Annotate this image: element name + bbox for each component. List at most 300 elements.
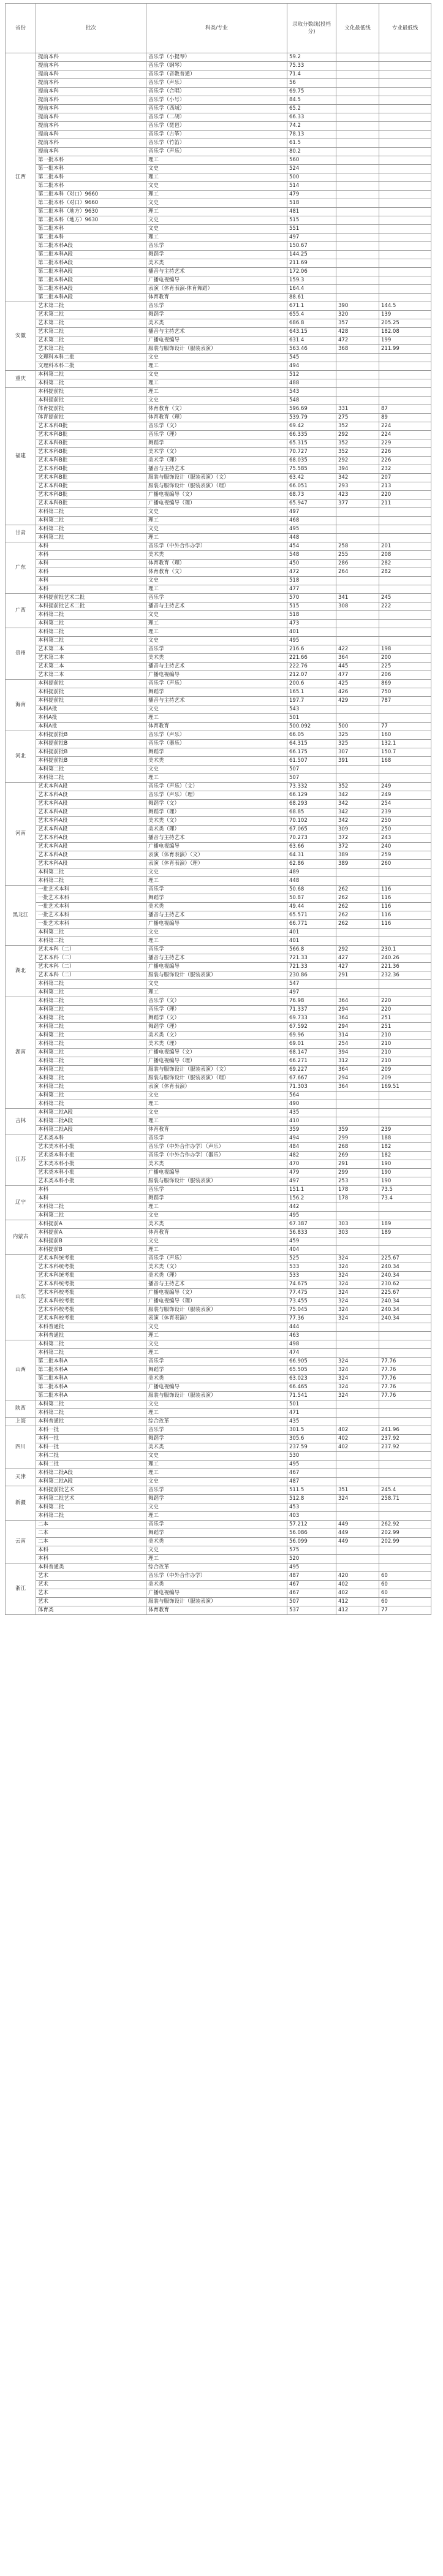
table-row <box>6 542 431 551</box>
culture-min-cell <box>336 285 379 294</box>
score-cell: 525 <box>287 1255 336 1263</box>
batch-cell: 本科第二批 <box>36 997 146 1006</box>
subject-cell: 舞蹈学 <box>146 311 287 319</box>
subject-cell: 广播电视编导 <box>146 1589 287 1598</box>
score-cell: 511.5 <box>287 1486 336 1495</box>
subject-cell: 表演（体育表演）（文） <box>146 851 287 860</box>
table-row <box>6 319 431 328</box>
culture-min-cell: 324 <box>336 1306 379 1315</box>
major-min-cell: 132.1 <box>379 740 431 748</box>
score-cell: 69.42 <box>287 422 336 431</box>
batch-cell: 艺术本科B批 <box>36 491 146 500</box>
subject-cell: 美术类 <box>146 1581 287 1589</box>
culture-min-cell <box>336 105 379 113</box>
culture-min-cell <box>336 182 379 191</box>
batch-cell: 本科第二批 <box>36 1014 146 1023</box>
major-min-cell <box>379 508 431 517</box>
batch-cell: 本科普通批 <box>36 1418 146 1426</box>
table-row <box>6 748 431 757</box>
score-cell: 64.31 <box>287 851 336 860</box>
score-cell: 643.15 <box>287 328 336 336</box>
major-min-cell: 241.96 <box>379 1426 431 1435</box>
culture-min-cell <box>336 362 379 371</box>
major-min-cell: 251 <box>379 1023 431 1032</box>
score-cell: 200.6 <box>287 680 336 688</box>
table-row <box>6 826 431 834</box>
score-cell: 564 <box>287 1092 336 1100</box>
score-cell: 66.271 <box>287 1057 336 1066</box>
subject-cell: 理工 <box>146 937 287 946</box>
table-row <box>6 311 431 319</box>
major-min-cell <box>379 1109 431 1117</box>
culture-min-cell: 445 <box>336 663 379 671</box>
score-cell: 64.315 <box>287 740 336 748</box>
table-row <box>6 1358 431 1366</box>
subject-cell: 体育教育 <box>146 723 287 731</box>
score-cell: 463 <box>287 1332 336 1340</box>
subject-cell: 表演（体育表演） <box>146 1315 287 1323</box>
subject-cell: 舞蹈学 <box>146 1435 287 1443</box>
subject-cell: 播音与主持艺术 <box>146 911 287 920</box>
table-row <box>6 1212 431 1220</box>
subject-cell: 服装与服饰设计（服装表演） <box>146 1177 287 1186</box>
subject-cell: 理工 <box>146 628 287 637</box>
subject-cell: 美术类 <box>146 1443 287 1452</box>
major-min-cell <box>379 585 431 594</box>
batch-cell: 本科第二批 <box>36 1032 146 1040</box>
table-row <box>6 886 431 894</box>
batch-cell: 艺术本科B批 <box>36 431 146 439</box>
table-row <box>6 397 431 405</box>
culture-min-cell: 449 <box>336 1521 379 1529</box>
subject-cell: 体育教育 <box>146 1126 287 1134</box>
table-row <box>6 517 431 525</box>
culture-min-cell <box>336 517 379 525</box>
major-min-cell: 220 <box>379 491 431 500</box>
culture-min-cell: 269 <box>336 1152 379 1160</box>
major-min-cell <box>379 628 431 637</box>
subject-cell: 服装与服饰设计（服装表演） <box>146 1598 287 1606</box>
major-min-cell <box>379 937 431 946</box>
subject-cell: 文史 <box>146 1323 287 1332</box>
subject-cell: 广播电视编导 <box>146 920 287 929</box>
table-row <box>6 1581 431 1589</box>
culture-min-cell <box>336 79 379 88</box>
score-cell: 507 <box>287 774 336 783</box>
subject-cell: 体育教育 <box>146 1229 287 1237</box>
culture-min-cell: 178 <box>336 1186 379 1195</box>
table-row <box>6 585 431 594</box>
table-row <box>6 1538 431 1546</box>
culture-min-cell <box>336 525 379 534</box>
score-cell: 71.4 <box>287 70 336 79</box>
culture-min-cell: 254 <box>336 1040 379 1049</box>
culture-min-cell <box>336 379 379 388</box>
batch-cell: 第二批本科 <box>36 173 146 182</box>
score-cell: 497 <box>287 234 336 242</box>
score-cell: 566.8 <box>287 946 336 954</box>
table-row <box>6 1572 431 1581</box>
score-cell: 470 <box>287 1160 336 1169</box>
score-cell: 487 <box>287 1572 336 1581</box>
table-row <box>6 1555 431 1563</box>
batch-cell: 艺术类本科小批 <box>36 1160 146 1169</box>
score-cell: 444 <box>287 1323 336 1332</box>
batch-cell: 本科一批 <box>36 1426 146 1435</box>
score-cell: 435 <box>287 1109 336 1117</box>
province-cell: 天津 <box>6 1469 36 1486</box>
score-cell: 539.79 <box>287 414 336 422</box>
table-row <box>6 637 431 645</box>
batch-cell: 第二批本科A段 <box>36 276 146 285</box>
batch-cell: 艺术 <box>36 1589 146 1598</box>
major-min-cell: 182.08 <box>379 328 431 336</box>
table-row <box>6 1486 431 1495</box>
batch-cell: 艺术本科（二） <box>36 971 146 980</box>
table-row <box>6 70 431 79</box>
score-cell: 467 <box>287 1581 336 1589</box>
score-cell: 63.023 <box>287 1375 336 1383</box>
score-cell: 533 <box>287 1272 336 1280</box>
subject-cell: 音乐学 <box>146 1426 287 1435</box>
score-cell: 495 <box>287 1563 336 1572</box>
culture-min-cell: 292 <box>336 457 379 465</box>
culture-min-cell: 423 <box>336 491 379 500</box>
batch-cell: 一批艺术本科 <box>36 920 146 929</box>
batch-cell: 提前本科 <box>36 148 146 156</box>
subject-cell: 音乐学 <box>146 1486 287 1495</box>
culture-min-cell: 412 <box>336 1598 379 1606</box>
major-min-cell <box>379 70 431 79</box>
table-row <box>6 628 431 637</box>
batch-cell: 本科一批 <box>36 1435 146 1443</box>
score-cell: 686.8 <box>287 319 336 328</box>
culture-min-cell: 402 <box>336 1581 379 1589</box>
score-cell: 66.771 <box>287 920 336 929</box>
major-min-cell <box>379 148 431 156</box>
major-min-cell: 254 <box>379 800 431 808</box>
score-cell: 548 <box>287 551 336 560</box>
score-cell: 301.5 <box>287 1426 336 1435</box>
major-min-cell <box>379 191 431 199</box>
major-min-cell: 168 <box>379 757 431 766</box>
province-cell: 广西 <box>6 594 36 628</box>
subject-cell: 音乐学（中外合作办学）（器乐） <box>146 1152 287 1160</box>
score-cell: 70.273 <box>287 834 336 843</box>
subject-cell: 音乐学（文） <box>146 422 287 431</box>
table-row <box>6 208 431 216</box>
major-min-cell: 77.76 <box>379 1358 431 1366</box>
subject-cell: 文史 <box>146 525 287 534</box>
header-score: 录取分数线(投档分) <box>287 4 336 53</box>
subject-cell: 文史 <box>146 637 287 645</box>
table-row <box>6 1263 431 1272</box>
major-min-cell <box>379 766 431 774</box>
table-row <box>6 783 431 791</box>
culture-min-cell <box>336 628 379 637</box>
batch-cell: 本科第二批 <box>36 1409 146 1418</box>
major-min-cell: 210 <box>379 1049 431 1057</box>
major-min-cell <box>379 1212 431 1220</box>
batch-cell: 本科一批 <box>36 1443 146 1452</box>
score-cell: 66.129 <box>287 791 336 800</box>
batch-cell: 本科第二批 <box>36 620 146 628</box>
subject-cell: 美术类 <box>146 654 287 663</box>
score-cell: 211.69 <box>287 259 336 268</box>
subject-cell: 美术类 <box>146 319 287 328</box>
major-min-cell: 210 <box>379 1032 431 1040</box>
batch-cell: 本科第二批A段 <box>36 1126 146 1134</box>
culture-min-cell: 390 <box>336 302 379 311</box>
table-row <box>6 422 431 431</box>
subject-cell: 理工 <box>146 156 287 165</box>
table-row <box>6 354 431 362</box>
table-row <box>6 843 431 851</box>
score-cell: 164.4 <box>287 285 336 294</box>
subject-cell: 音乐学 <box>146 242 287 251</box>
subject-cell: 理工 <box>146 714 287 723</box>
table-row <box>6 328 431 336</box>
culture-min-cell <box>336 714 379 723</box>
culture-min-cell: 425 <box>336 680 379 688</box>
subject-cell: 音乐学 <box>146 645 287 654</box>
major-min-cell <box>379 1340 431 1349</box>
batch-cell: 第二批本科（地方）9630 <box>36 216 146 225</box>
subject-cell: 理工 <box>146 989 287 997</box>
batch-cell: 本科 <box>36 568 146 577</box>
table-row <box>6 465 431 474</box>
major-min-cell <box>379 268 431 276</box>
major-min-cell <box>379 1203 431 1212</box>
score-cell: 524 <box>287 165 336 173</box>
major-min-cell: 77.76 <box>379 1366 431 1375</box>
culture-min-cell: 268 <box>336 1143 379 1152</box>
table-row <box>6 79 431 88</box>
major-min-cell: 249 <box>379 791 431 800</box>
batch-cell: 本科提前批B <box>36 740 146 748</box>
culture-min-cell <box>336 208 379 216</box>
table-row <box>6 877 431 886</box>
subject-cell: 美术学（文） <box>146 448 287 457</box>
major-min-cell: 249 <box>379 783 431 791</box>
culture-min-cell: 422 <box>336 645 379 654</box>
culture-min-cell: 324 <box>336 1315 379 1323</box>
culture-min-cell: 372 <box>336 834 379 843</box>
major-min-cell: 116 <box>379 886 431 894</box>
table-row <box>6 1478 431 1486</box>
culture-min-cell <box>336 766 379 774</box>
province-cell: 云南 <box>6 1521 36 1563</box>
subject-cell: 理工 <box>146 1203 287 1212</box>
table-row <box>6 139 431 148</box>
score-cell: 56.086 <box>287 1529 336 1538</box>
culture-min-cell: 342 <box>336 817 379 826</box>
major-min-cell: 190 <box>379 1177 431 1186</box>
score-cell: 61.507 <box>287 757 336 766</box>
culture-min-cell: 429 <box>336 697 379 705</box>
major-min-cell <box>379 868 431 877</box>
subject-cell: 服装与服饰设计（服装表演） <box>146 1392 287 1400</box>
table-row <box>6 234 431 242</box>
culture-min-cell: 352 <box>336 448 379 457</box>
score-cell: 68.85 <box>287 808 336 817</box>
score-cell: 230.86 <box>287 971 336 980</box>
score-cell: 450 <box>287 560 336 568</box>
table-row <box>6 791 431 800</box>
major-min-cell: 189 <box>379 1229 431 1237</box>
major-min-cell <box>379 96 431 105</box>
culture-min-cell <box>336 88 379 96</box>
score-cell: 518 <box>287 611 336 620</box>
culture-min-cell <box>336 259 379 268</box>
major-min-cell: 77.76 <box>379 1392 431 1400</box>
batch-cell: 本科普通批 <box>36 1332 146 1340</box>
score-cell: 551 <box>287 225 336 234</box>
subject-cell: 音乐学（声乐） <box>146 148 287 156</box>
culture-min-cell <box>336 251 379 259</box>
batch-cell: 艺术第二批 <box>36 328 146 336</box>
subject-cell: 广播电视编导 <box>146 1169 287 1177</box>
subject-cell: 广播电视编导 <box>146 276 287 285</box>
batch-cell: 第二批本科A段 <box>36 268 146 276</box>
table-row <box>6 1375 431 1383</box>
table-row <box>6 1237 431 1246</box>
score-cell: 495 <box>287 637 336 645</box>
culture-min-cell: 264 <box>336 568 379 577</box>
major-min-cell <box>379 714 431 723</box>
score-cell: 494 <box>287 1134 336 1143</box>
score-cell: 70.102 <box>287 817 336 826</box>
batch-cell: 艺术类本科小批 <box>36 1169 146 1177</box>
score-cell: 75.045 <box>287 1306 336 1315</box>
culture-min-cell: 324 <box>336 1289 379 1297</box>
subject-cell: 舞蹈学（文） <box>146 1014 287 1023</box>
major-min-cell: 251 <box>379 1014 431 1023</box>
score-cell: 57.212 <box>287 1521 336 1529</box>
culture-min-cell: 427 <box>336 954 379 963</box>
table-row <box>6 611 431 620</box>
major-min-cell: 243 <box>379 834 431 843</box>
major-min-cell <box>379 1400 431 1409</box>
culture-min-cell <box>336 397 379 405</box>
subject-cell: 美术类（文） <box>146 1263 287 1272</box>
culture-min-cell: 394 <box>336 1049 379 1057</box>
province-cell: 福建 <box>6 388 36 525</box>
province-cell: 重庆 <box>6 371 36 388</box>
batch-cell: 本科 <box>36 551 146 560</box>
table-row <box>6 1521 431 1529</box>
batch-cell: 第二批本科A段 <box>36 251 146 259</box>
batch-cell: 艺术本科统考批 <box>36 1280 146 1289</box>
table-row <box>6 96 431 105</box>
score-cell: 454 <box>287 542 336 551</box>
score-cell: 74.2 <box>287 122 336 131</box>
culture-min-cell: 325 <box>336 731 379 740</box>
table-row <box>6 688 431 697</box>
subject-cell: 音乐学 <box>146 302 287 311</box>
culture-min-cell <box>336 1555 379 1563</box>
table-body <box>6 53 431 1615</box>
major-min-cell: 202.99 <box>379 1529 431 1538</box>
batch-cell: 本科提前批艺术二批 <box>36 594 146 602</box>
subject-cell: 音乐学 <box>146 594 287 602</box>
major-min-cell: 144.5 <box>379 302 431 311</box>
table-row <box>6 731 431 740</box>
culture-min-cell: 420 <box>336 1572 379 1581</box>
culture-min-cell <box>336 1246 379 1255</box>
culture-min-cell <box>336 113 379 122</box>
score-cell: 71.337 <box>287 1006 336 1014</box>
score-cell: 543 <box>287 705 336 714</box>
culture-min-cell: 364 <box>336 1083 379 1092</box>
major-min-cell: 73.4 <box>379 1195 431 1203</box>
culture-min-cell: 342 <box>336 808 379 817</box>
subject-cell: 文史 <box>146 766 287 774</box>
major-min-cell <box>379 388 431 397</box>
culture-min-cell: 341 <box>336 594 379 602</box>
score-cell: 66.175 <box>287 748 336 757</box>
major-min-cell: 205.25 <box>379 319 431 328</box>
score-cell: 144.25 <box>287 251 336 259</box>
table-row <box>6 1229 431 1237</box>
culture-min-cell <box>336 276 379 285</box>
table-row <box>6 448 431 457</box>
culture-min-cell: 255 <box>336 551 379 560</box>
major-min-cell: 226 <box>379 448 431 457</box>
subject-cell: 美术类（理） <box>146 1040 287 1049</box>
subject-cell: 服装与服饰设计（服装表演）（理） <box>146 1074 287 1083</box>
province-cell: 四川 <box>6 1426 36 1469</box>
culture-min-cell <box>336 242 379 251</box>
major-min-cell: 139 <box>379 311 431 319</box>
batch-cell: 艺术本科A段 <box>36 783 146 791</box>
culture-min-cell <box>336 1478 379 1486</box>
table-row <box>6 525 431 534</box>
batch-cell: 本科提前批 <box>36 388 146 397</box>
subject-cell: 服装与服饰设计（服装表演）（文） <box>146 474 287 482</box>
batch-cell: 体育类 <box>36 1606 146 1615</box>
table-row <box>6 182 431 191</box>
subject-cell: 体育教育（理） <box>146 414 287 422</box>
table-row <box>6 1074 431 1083</box>
batch-cell: 艺术本科（二） <box>36 963 146 971</box>
major-min-cell <box>379 259 431 268</box>
subject-cell: 播音与主持艺术 <box>146 268 287 276</box>
province-cell: 新疆 <box>6 1486 36 1521</box>
table-row <box>6 1340 431 1349</box>
table-row <box>6 705 431 714</box>
batch-cell: 艺术第二批 <box>36 336 146 345</box>
culture-min-cell: 253 <box>336 1177 379 1186</box>
score-cell: 66.05 <box>287 731 336 740</box>
major-min-cell <box>379 371 431 379</box>
score-cell: 403 <box>287 1512 336 1521</box>
major-min-cell <box>379 1478 431 1486</box>
score-cell: 65.947 <box>287 500 336 508</box>
batch-cell: 本科第二批 <box>36 1092 146 1100</box>
table-row <box>6 336 431 345</box>
culture-min-cell <box>336 980 379 989</box>
score-cell: 467 <box>287 1589 336 1598</box>
batch-cell: 本科第二批 <box>36 1049 146 1057</box>
batch-cell: 艺术本科B批 <box>36 457 146 465</box>
subject-cell: 服装与服饰设计（服装表演）（文） <box>146 1066 287 1074</box>
batch-cell: 本科提前B <box>36 1237 146 1246</box>
culture-min-cell: 291 <box>336 1160 379 1169</box>
province-cell: 上海 <box>6 1418 36 1426</box>
table-row <box>6 937 431 946</box>
table-row <box>6 1160 431 1169</box>
